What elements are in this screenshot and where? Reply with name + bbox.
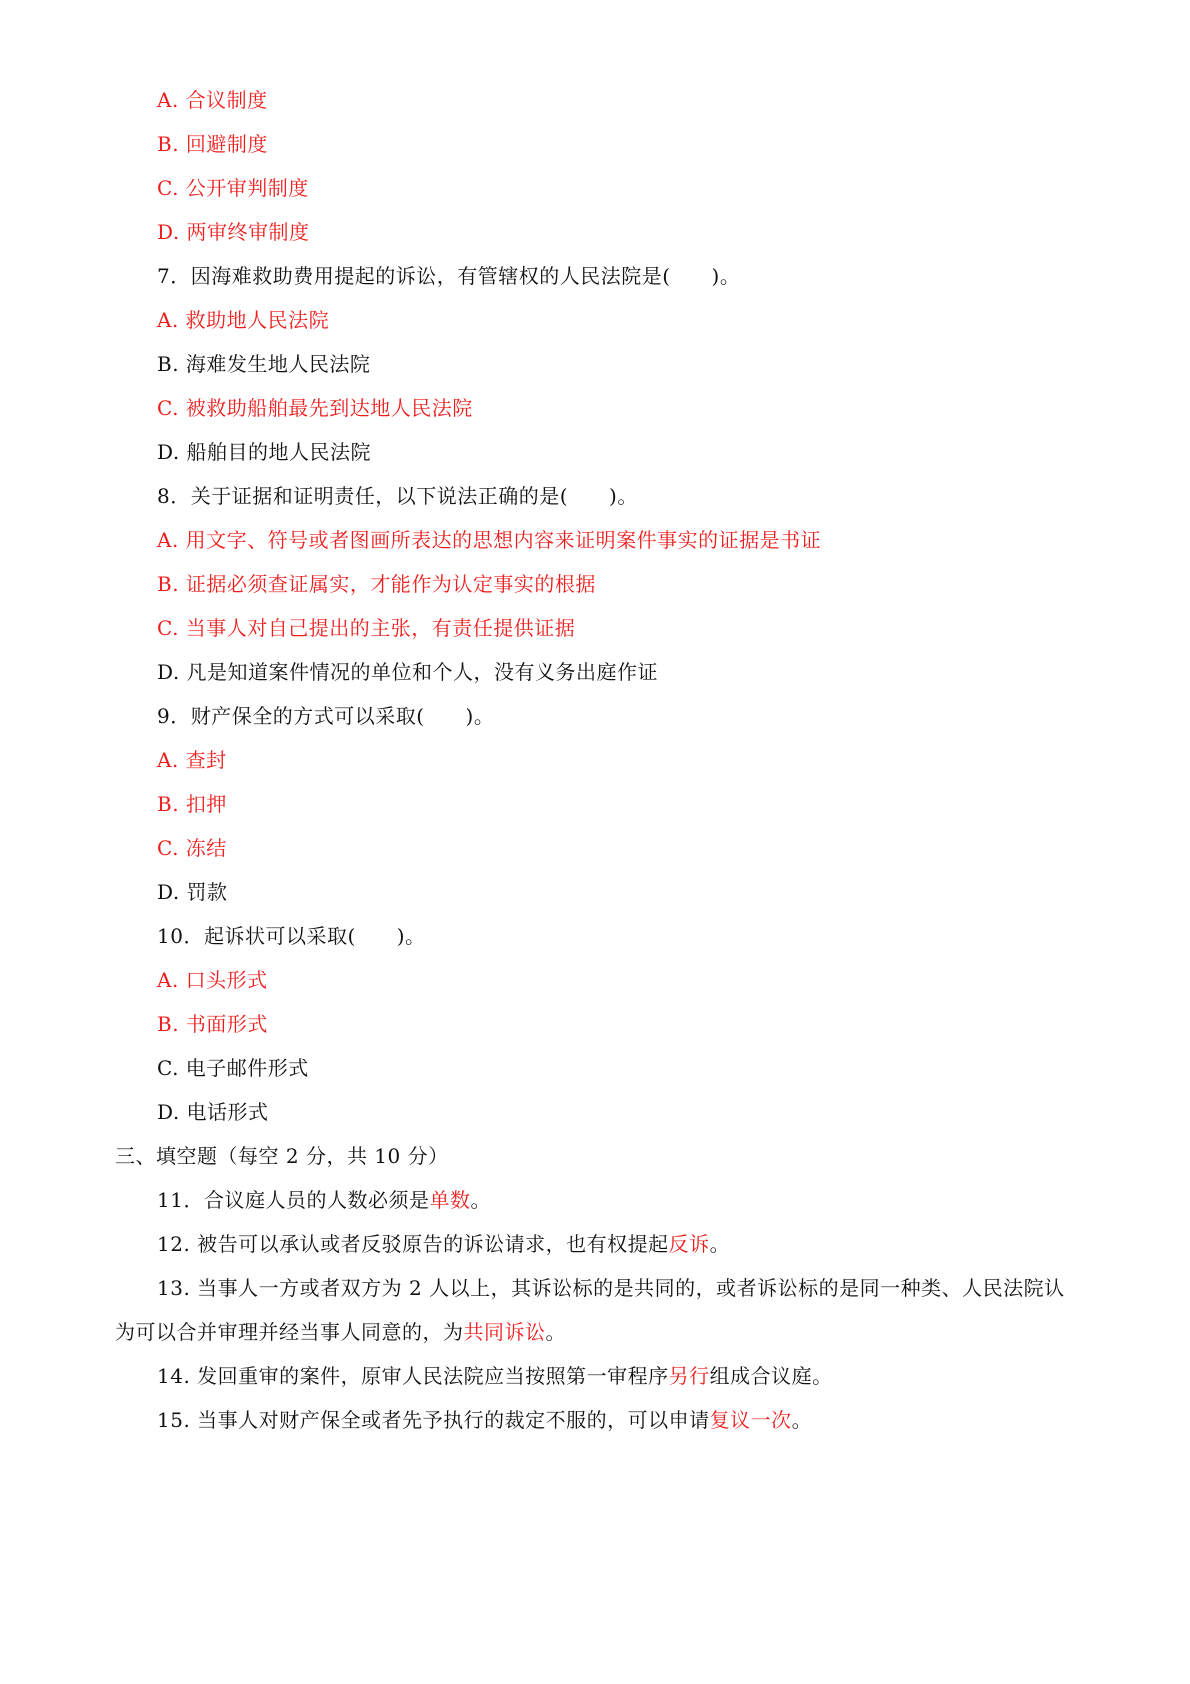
q13-text: 为可以合并审理并经当事人同意的，为 bbox=[115, 1320, 464, 1344]
q11-answer: 单数 bbox=[429, 1188, 471, 1212]
q12-text: 12. 被告可以承认或者反驳原告的诉讼请求，也有权提起 bbox=[157, 1232, 669, 1256]
q12 bbox=[157, 1230, 730, 1258]
q10-stem: 10．起诉状可以采取( )。 bbox=[157, 924, 426, 948]
q8-option-a: A. 用文字、符号或者图画所表达的思想内容来证明案件事实的证据是书证 bbox=[157, 528, 822, 552]
q13-line1: 13. 当事人一方或者双方为 2 人以上，其诉讼标的是共同的，或者诉讼标的是同一种类、人民法院认 bbox=[157, 1276, 1065, 1300]
q9-option-b: B. 扣押 bbox=[157, 792, 227, 816]
q6-option-a: A. 合议制度 bbox=[157, 88, 268, 112]
q11 bbox=[157, 1186, 491, 1214]
q15 bbox=[157, 1406, 812, 1434]
q13-answer: 共同诉讼 bbox=[463, 1320, 546, 1344]
q15-answer: 复议一次 bbox=[709, 1408, 792, 1432]
q14-answer: 另行 bbox=[668, 1364, 710, 1388]
section-heading: 三、填空题（每空 2 分，共 10 分） bbox=[115, 1144, 449, 1168]
q14-end: 组成合议庭。 bbox=[709, 1364, 833, 1388]
q14 bbox=[157, 1362, 833, 1390]
q9-option-a: A. 查封 bbox=[157, 748, 227, 772]
q9-option-c: C. 冻结 bbox=[157, 836, 227, 860]
q9-option-d: D. 罚款 bbox=[157, 880, 228, 904]
q11-text: 11．合议庭人员的人数必须是 bbox=[157, 1188, 430, 1212]
q10-option-b: B. 书面形式 bbox=[157, 1012, 268, 1036]
q13-line2 bbox=[115, 1318, 566, 1346]
q13-end: 。 bbox=[545, 1320, 566, 1344]
q8-stem: 8．关于证据和证明责任，以下说法正确的是( )。 bbox=[157, 484, 638, 508]
q8-option-b: B. 证据必须查证属实，才能作为认定事实的根据 bbox=[157, 572, 596, 596]
q8-option-d: D. 凡是知道案件情况的单位和个人，没有义务出庭作证 bbox=[157, 660, 659, 684]
q12-end: 。 bbox=[709, 1232, 731, 1256]
q7-option-a: A. 救助地人民法院 bbox=[157, 308, 330, 332]
q7-option-d: D. 船舶目的地人民法院 bbox=[157, 440, 372, 464]
q15-end: 。 bbox=[791, 1408, 813, 1432]
q7-option-c: C. 被救助船舶最先到达地人民法院 bbox=[157, 396, 473, 420]
q10-option-a: A. 口头形式 bbox=[157, 968, 268, 992]
q15-text: 15. 当事人对财产保全或者先予执行的裁定不服的，可以申请 bbox=[157, 1408, 710, 1432]
q6-option-b: B. 回避制度 bbox=[157, 132, 268, 156]
q8-option-c: C. 当事人对自己提出的主张，有责任提供证据 bbox=[157, 616, 576, 640]
q12-answer: 反诉 bbox=[668, 1232, 710, 1256]
q6-option-d: D. 两审终审制度 bbox=[157, 220, 310, 244]
q11-end: 。 bbox=[470, 1188, 491, 1212]
q10-option-c: C. 电子邮件形式 bbox=[157, 1056, 309, 1080]
q9-stem: 9．财产保全的方式可以采取( )。 bbox=[157, 704, 495, 728]
q7-option-b: B. 海难发生地人民法院 bbox=[157, 352, 371, 376]
q7-stem: 7．因海难救助费用提起的诉讼，有管辖权的人民法院是( )。 bbox=[157, 264, 741, 288]
q6-option-c: C. 公开审判制度 bbox=[157, 176, 309, 200]
q14-text: 14. 发回重审的案件，原审人民法院应当按照第一审程序 bbox=[157, 1364, 669, 1388]
q10-option-d: D. 电话形式 bbox=[157, 1100, 269, 1124]
